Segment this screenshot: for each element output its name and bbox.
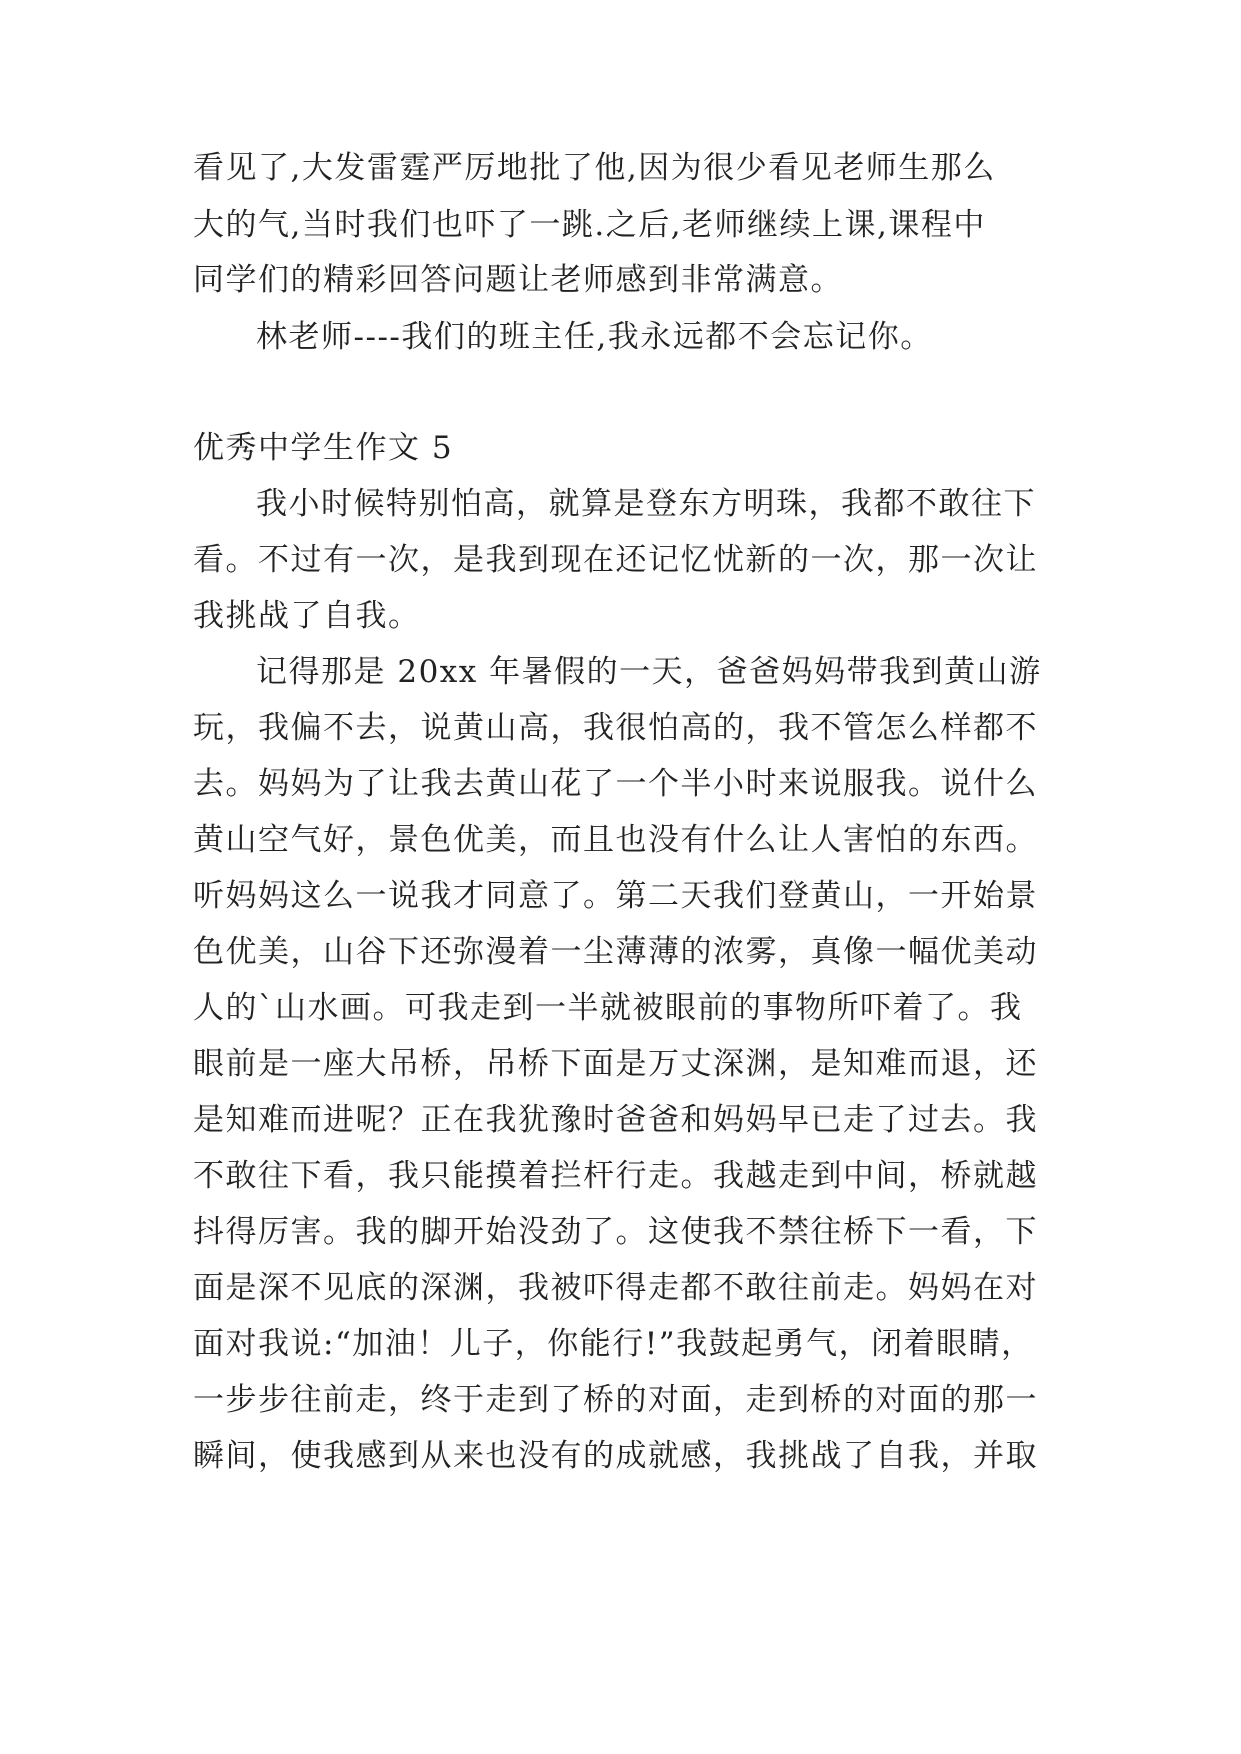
text-line: 听妈妈这么一说我才同意了。第二天我们登黄山，一开始景 <box>193 878 1038 914</box>
closing-line: 林老师----我们的班主任,我永远都不会忘记你。 <box>256 319 933 355</box>
essay-title: 优秀中学生作文 5 <box>193 430 454 466</box>
text-line: 黄山空气好，景色优美，而且也没有什么让人害怕的东西。 <box>193 822 1038 858</box>
text-line: 人的`山水画。可我走到一半就被眼前的事物所吓着了。我 <box>193 990 1023 1026</box>
text-line: 我挑战了自我。 <box>193 598 421 634</box>
text-line: 大的气,当时我们也吓了一跳.之后,老师继续上课,课程中 <box>193 207 986 243</box>
text-line: 面对我说:“加油！儿子，你能行!”我鼓起勇气，闭着眼睛， <box>193 1326 1034 1362</box>
text-line: 是知难而进呢？正在我犹豫时爸爸和妈妈早已走了过去。我 <box>193 1102 1038 1138</box>
text-line: 同学们的精彩回答问题让老师感到非常满意。 <box>193 262 843 298</box>
text-line: 玩，我偏不去，说黄山高，我很怕高的，我不管怎么样都不 <box>193 710 1038 746</box>
text-line: 面是深不见底的深渊，我被吓得走都不敢往前走。妈妈在对 <box>193 1270 1038 1306</box>
text-line: 瞬间，使我感到从来也没有的成就感，我挑战了自我，并取 <box>193 1438 1038 1474</box>
text-line: 记得那是 20xx 年暑假的一天，爸爸妈妈带我到黄山游 <box>256 654 1042 690</box>
text-line: 我小时候特别怕高，就算是登东方明珠，我都不敢往下 <box>256 486 1036 522</box>
text-line: 看见了,大发雷霆严厉地批了他,因为很少看见老师生那么 <box>193 150 996 186</box>
text-line: 一步步往前走，终于走到了桥的对面，走到桥的对面的那一 <box>193 1382 1038 1418</box>
text-line: 抖得厉害。我的脚开始没劲了。这使我不禁往桥下一看，下 <box>193 1214 1038 1250</box>
text-line: 去。妈妈为了让我去黄山花了一个半小时来说服我。说什么 <box>193 766 1038 802</box>
text-line: 不敢往下看，我只能摸着拦杆行走。我越走到中间，桥就越 <box>193 1158 1038 1194</box>
text-line: 色优美，山谷下还弥漫着一尘薄薄的浓雾，真像一幅优美动 <box>193 934 1038 970</box>
text-line: 看。不过有一次，是我到现在还记忆忧新的一次，那一次让 <box>193 542 1038 578</box>
text-line: 眼前是一座大吊桥，吊桥下面是万丈深渊，是知难而退，还 <box>193 1046 1038 1082</box>
